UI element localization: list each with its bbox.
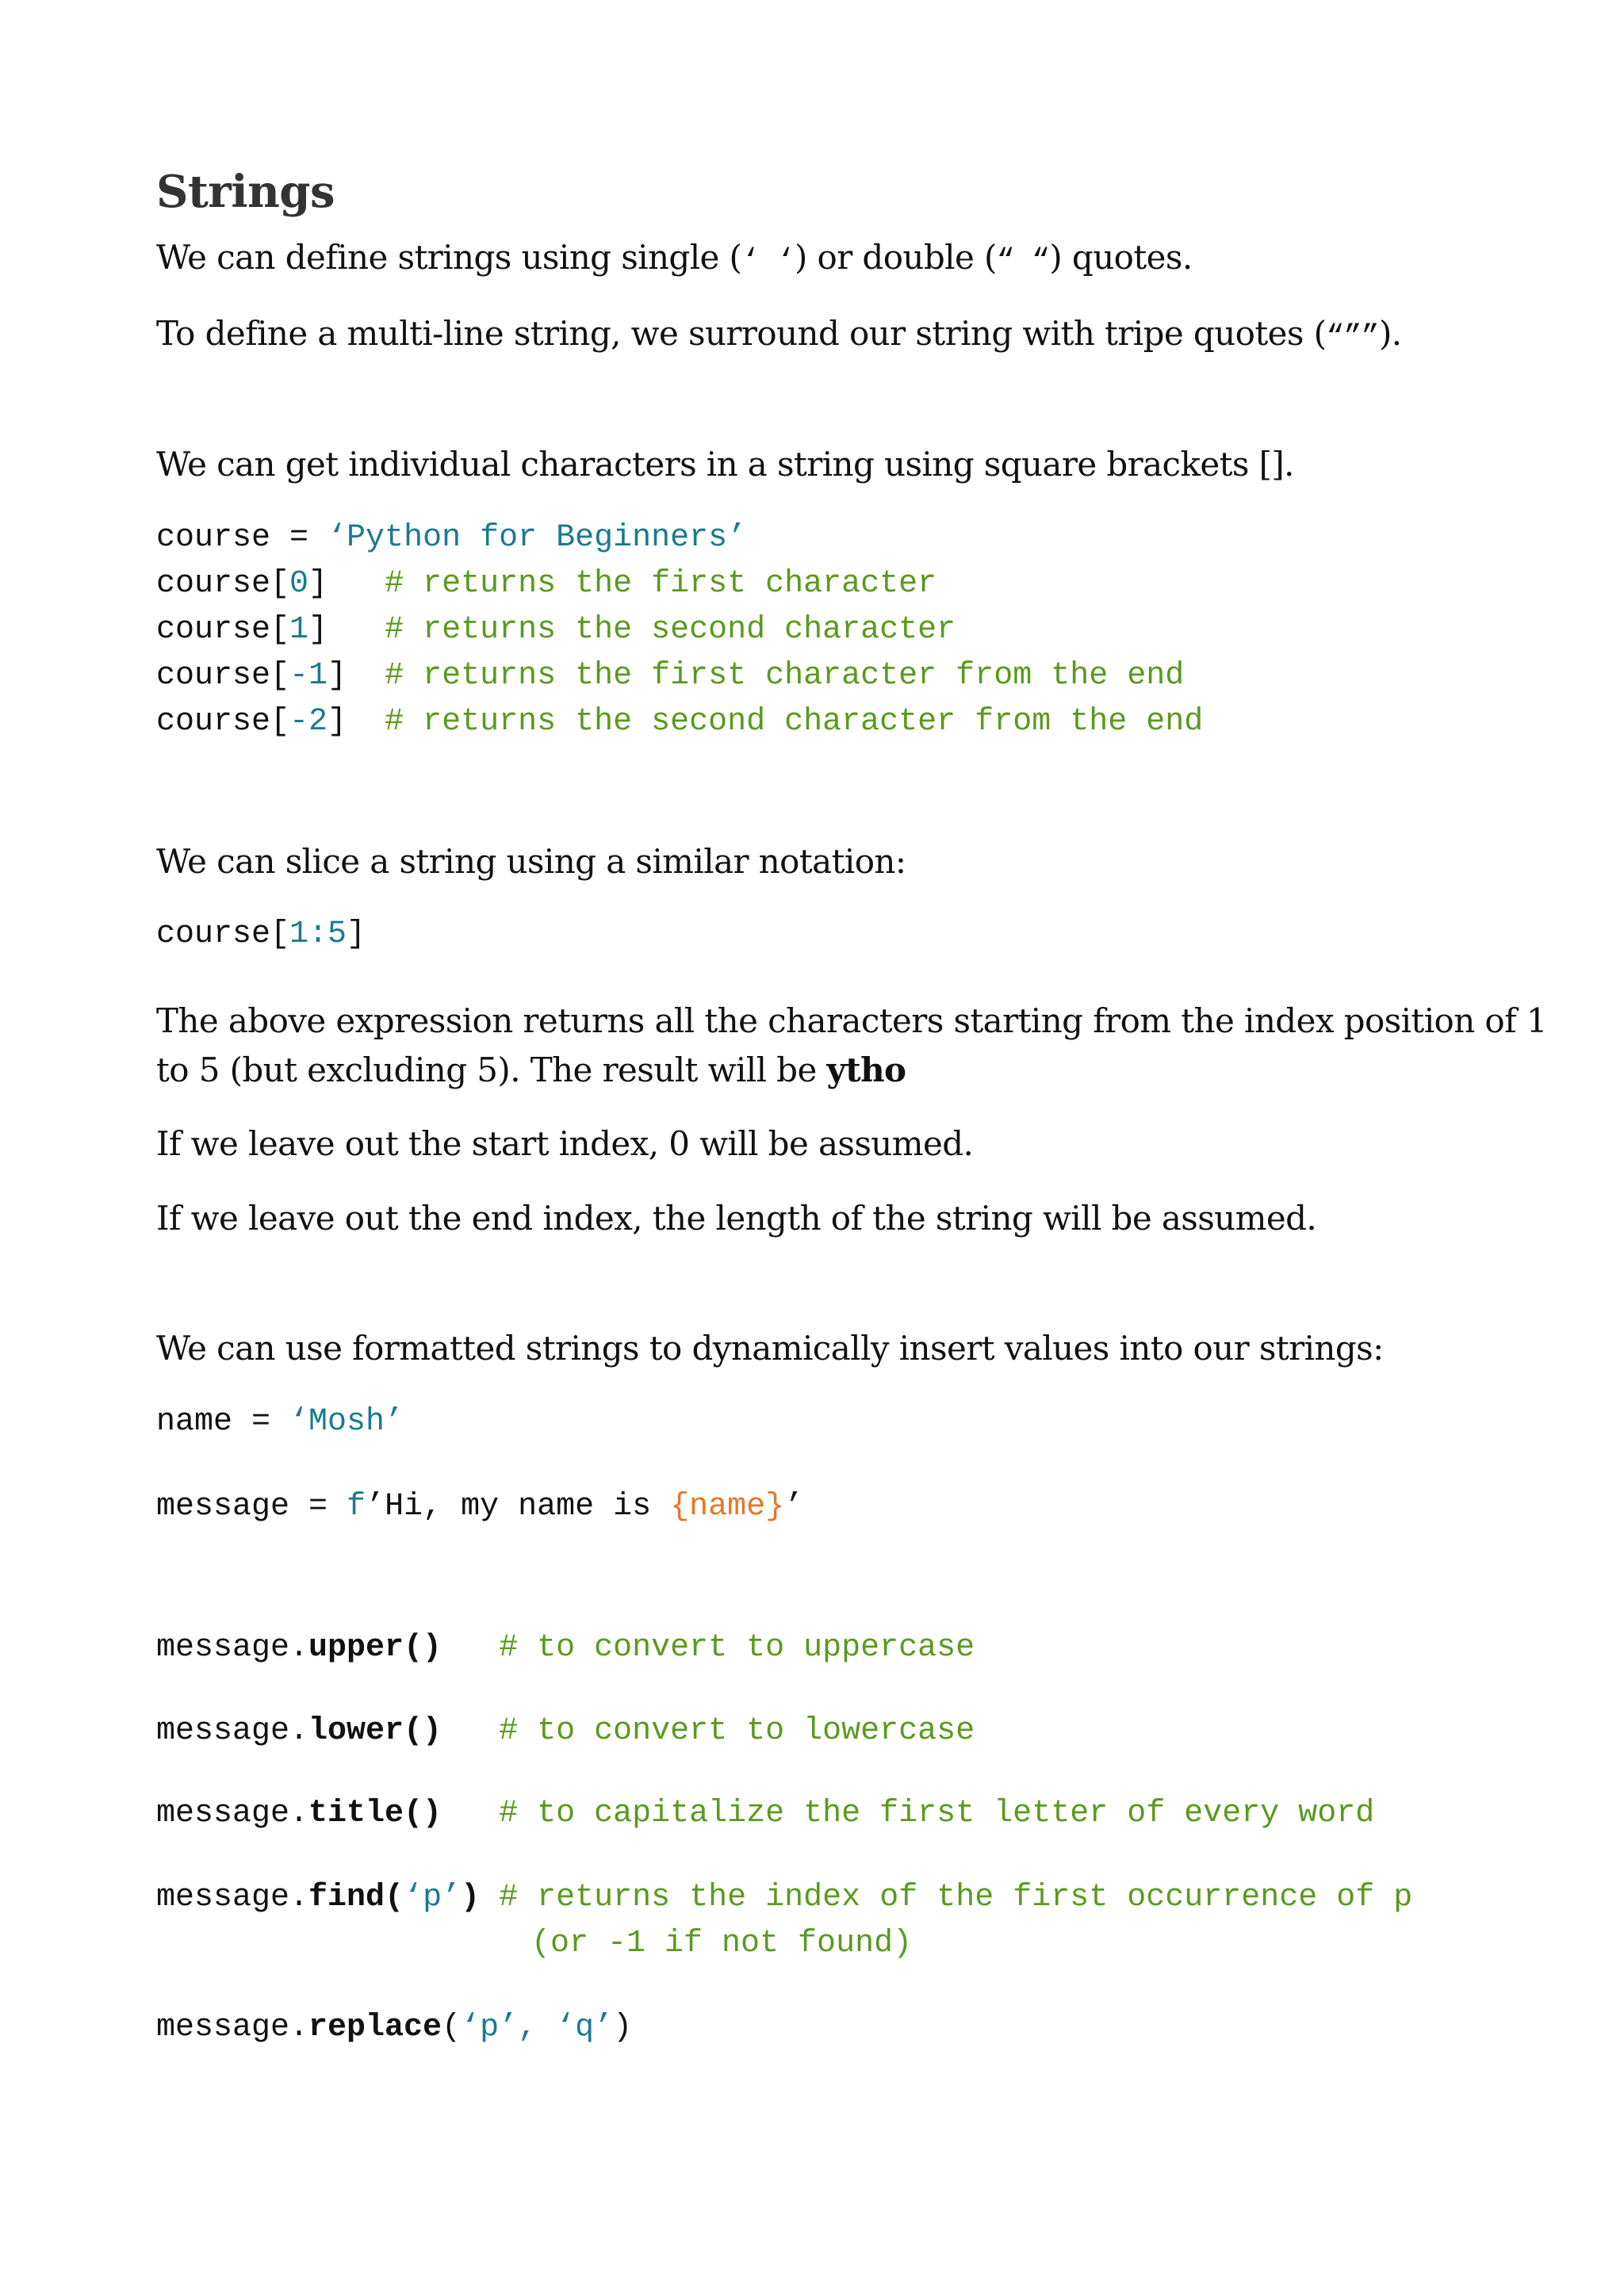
triple-quotes-sample: “”” xyxy=(1326,320,1380,354)
slice-description-text: to 5 (but excluding 5). The result will be xyxy=(156,1050,827,1089)
code-number: 1 xyxy=(289,612,309,648)
code-string: ‘p’ xyxy=(461,2010,519,2045)
multiline-paragraph xyxy=(156,309,1402,362)
quotes-text-1: We can define strings using single ( xyxy=(156,238,742,277)
code-text: message. xyxy=(156,1713,309,1749)
code-text: message. xyxy=(156,1880,309,1915)
method-lower-line xyxy=(156,1709,975,1755)
fstring-prefix: f xyxy=(347,1489,366,1525)
code-text: ’ xyxy=(784,1489,804,1525)
code-text: course[ xyxy=(156,658,290,694)
code-number: -1 xyxy=(289,658,328,694)
code-space xyxy=(442,1630,499,1666)
code-text: name = xyxy=(156,1404,290,1440)
slice-paragraph: We can slice a string using a similar notation: xyxy=(156,842,906,881)
method-replace-line xyxy=(156,2005,632,2051)
code-comment: # to convert to lowercase xyxy=(499,1713,975,1749)
index-code-line-5 xyxy=(156,699,1203,745)
index-code-line-4 xyxy=(156,653,1184,699)
code-space xyxy=(442,1796,499,1831)
code-paren: ) xyxy=(613,2010,633,2045)
code-string: ‘q’ xyxy=(556,2010,614,2045)
fstring-expression: {name} xyxy=(670,1489,785,1525)
code-text: message. xyxy=(156,2010,309,2045)
index-paragraph: We can get individual characters in a string using square brackets []. xyxy=(156,445,1294,484)
format-paragraph: We can use formatted strings to dynamically insert values into our strings: xyxy=(156,1329,1384,1368)
code-text: course[ xyxy=(156,916,290,952)
code-comment: # returns the second character from the end xyxy=(385,704,1204,740)
code-number: 1:5 xyxy=(289,916,347,952)
slice-code xyxy=(156,912,366,958)
method-name: replace xyxy=(308,2010,442,2045)
quotes-text-2: ) or double ( xyxy=(794,238,997,277)
code-comment: # returns the index of the first occurrence of p xyxy=(499,1880,1413,1915)
code-comment: # returns the first character from the end xyxy=(385,658,1185,694)
format-code-message xyxy=(156,1484,803,1530)
code-string: ‘p’ xyxy=(404,1880,462,1915)
method-find-line xyxy=(156,1875,1412,1921)
method-name: upper() xyxy=(308,1630,442,1666)
code-comment: # to convert to uppercase xyxy=(499,1630,975,1666)
double-quotes-sample: “ “ xyxy=(996,244,1050,278)
index-code-line-1 xyxy=(156,515,746,561)
quotes-paragraph xyxy=(156,233,1193,286)
code-text: ] xyxy=(308,612,385,648)
method-name: title() xyxy=(308,1796,442,1831)
code-number: 0 xyxy=(289,566,309,602)
code-text: course[ xyxy=(156,612,290,648)
code-text: message. xyxy=(156,1796,309,1831)
code-text: message. xyxy=(156,1630,309,1666)
multiline-text: To define a multi-line string, we surround our string with tripe quotes ( xyxy=(156,314,1327,353)
start-index-paragraph: If we leave out the start index, 0 will be assumed. xyxy=(156,1124,974,1163)
section-heading: Strings xyxy=(156,166,335,218)
single-quotes-sample: ‘ ‘ xyxy=(741,244,795,278)
format-code-name xyxy=(156,1399,404,1445)
code-text: ] xyxy=(327,658,385,694)
multiline-end: ). xyxy=(1379,314,1402,353)
code-text: ] xyxy=(347,916,366,952)
code-comment: # to capitalize the first letter of every word xyxy=(499,1796,1375,1831)
code-text: course = xyxy=(156,520,328,556)
code-comma: , xyxy=(518,2010,557,2045)
slice-result: ytho xyxy=(826,1050,906,1089)
code-comment: # returns the first character xyxy=(385,566,937,602)
index-code-line-2 xyxy=(156,561,936,607)
code-text: course[ xyxy=(156,566,290,602)
code-text: ] xyxy=(327,704,385,740)
method-upper-line xyxy=(156,1625,975,1671)
method-title-line xyxy=(156,1791,1374,1837)
code-paren: ) xyxy=(461,1880,481,1915)
code-paren: ( xyxy=(442,2010,462,2045)
code-text: ’Hi, my name is xyxy=(366,1489,671,1525)
code-space xyxy=(480,1880,499,1915)
code-text: ] xyxy=(308,566,385,602)
method-name: lower() xyxy=(308,1713,442,1749)
code-string: ‘Mosh’ xyxy=(289,1404,404,1440)
slice-description-line-1: The above expression returns all the characters starting from the index position of 1 xyxy=(156,1001,1547,1040)
quotes-text-3: ) quotes. xyxy=(1049,238,1193,277)
code-comment: (or -1 if not found) xyxy=(531,1926,913,1961)
code-space xyxy=(442,1713,499,1749)
slice-description-line-2 xyxy=(156,1046,906,1095)
code-string: ‘Python for Beginners’ xyxy=(327,520,747,556)
code-text: course[ xyxy=(156,704,290,740)
end-index-paragraph: If we leave out the end index, the length of the string will be assumed. xyxy=(156,1199,1317,1238)
code-text: message = xyxy=(156,1489,347,1525)
method-find-comment-continuation xyxy=(531,1921,912,1967)
index-code-line-3 xyxy=(156,607,956,653)
code-comment: # returns the second character xyxy=(385,612,956,648)
method-name: find( xyxy=(308,1880,404,1915)
code-number: -2 xyxy=(289,704,328,740)
